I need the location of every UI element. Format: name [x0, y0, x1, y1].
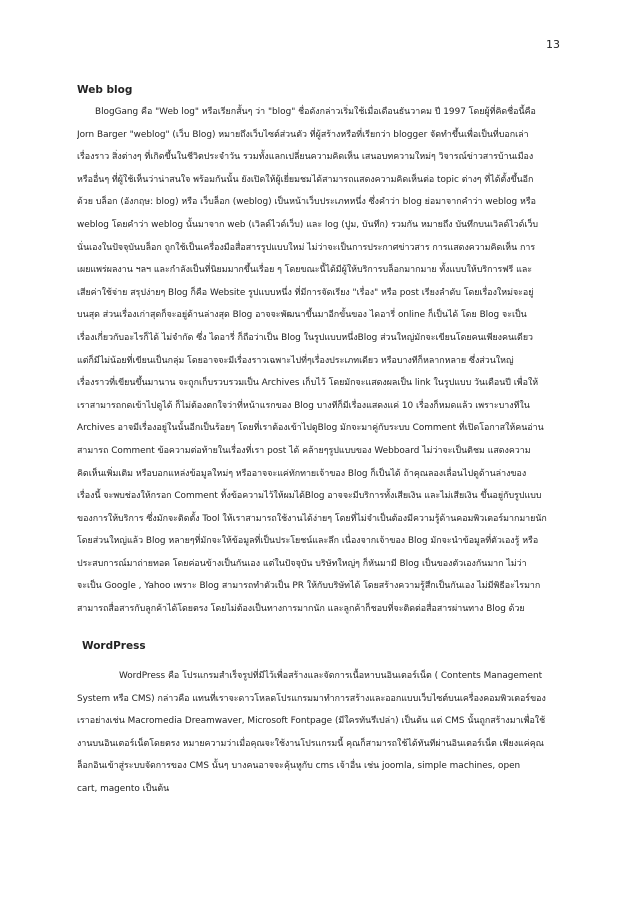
web-blog-line: เสียค่าใช้จ่าย สรุปง่ายๆ Blog ก็คือ Website รูปแบบหนึ่ง ที่มีการจัดเรียง "เรื่อง" หรือ post เรียงลำดับ โดยเรื่องใหม่จะอยู่	[77, 287, 534, 298]
wordpress-line: cart, magento เป็นต้น	[77, 783, 170, 794]
web-blog-line: ของการให้บริการ ซึ่งมักจะติดตั้ง Tool ให้เราสามารถใช้งานได้ง่ายๆ โดยที่ไม่จำเป็นต้องมีความรู้ด้านคอมพิวเตอร์มากมายนัก	[77, 513, 547, 524]
wordpress-line: System หรือ CMS) กล่าวคือ แทนที่เราจะดาวโหลดโปรแกรมมาทำการสร้างและออกแบบเว็บไซต์บนเครื่องคอมพิวเตอร์ของ	[77, 693, 546, 704]
web-blog-line: เรื่องเกี่ยวกับอะไรก็ได้ ไม่จำกัด ซึ่ง ไดอารี่ ก็ถือว่าเป็น Blog ในรูปแบบหนึ่งBlog ส่วนใหญ่มักจะเขียนโดยคนเพียงคนเดียว	[77, 332, 533, 343]
web-blog-line: นั่นเองในปัจจุบันบล็อก ถูกใช้เป็นเครื่องมือสื่อสารรูปแบบใหม่ ไม่ว่าจะเป็นการประกาศข่าวสาร การแสดงความคิดเห็น การ	[77, 242, 536, 253]
web-blog-line: เรื่องนี้ จะพบช่องให้กรอก Comment ทิ้งข้อความไว้ให้ผมได้Blog อาจจะมีบริการทั้งเสียเงิน และไม่เสียเงิน ขึ้นอยู่กับรูปแบบ	[77, 491, 542, 502]
section-heading-wordpress: WordPress	[82, 640, 146, 652]
web-blog-line: สามารถ Comment ข้อความต่อท้ายในเรื่องที่เรา post ได้ คล้ายๆรูปแบบของ Webboard ไม่ว่าจะเป็นติชม แสดงความ	[77, 445, 531, 456]
paragraph-wordpress	[77, 665, 561, 801]
web-blog-line: แต่ก็มีไม่น้อยที่เขียนเป็นกลุ่ม โดยอาจจะมีเรื่องราวเฉพาะไปที่ๆเรื่องประเภทเดียว หรือบางทีก็หลากหลาย ซึ่งส่วนใหญ่	[77, 355, 514, 366]
web-blog-line: เรื่องราวที่เขียนขึ้นมานาน จะถูกเก็บรวบรวมเป็น Archives เก็บไว้ โดยมักจะแสดงผลเป็น link ในรูปแบบ วันเดือนปี เพื่อให้	[77, 378, 539, 389]
paragraph-web-blog	[77, 101, 561, 621]
section-heading-web-blog: Web blog	[77, 84, 133, 96]
web-blog-line: Archives อาจมีเรื่องอยู่ในนั้นอีกเป็นร้อยๆ โดยที่เราต้องเข้าไปดูBlog มักจะมาคู่กับระบบ Comment ที่เปิดโอกาสให้คนอ่าน	[77, 423, 544, 434]
page-number: 13	[546, 38, 560, 51]
web-blog-line: เรื่องราว สิ่งต่างๆ ที่เกิดขึ้นในชีวิตประจำวัน รวมทั้งแลกเปลี่ยนความคิดเห็น เสนอบทความใหม่ๆ วิจารณ์ข่าวสารบ้านเมือง	[77, 152, 534, 163]
web-blog-line: เราสามารถกดเข้าไปดูได้ ก็ไม่ต้องตกใจว่าที่หน้าแรกของ Blog บางทีก็มีเรื่องแสดงแค่ 10 เรื่องก็หมดแล้ว เพราะบางทีใน	[77, 400, 530, 411]
web-blog-line: เผยแพร่ผลงาน ฯลฯ และกำลังเป็นที่นิยมมากขึ้นเรื่อย ๆ โดยขณะนี้ได้มีผู้ให้บริการบล็อกมากมาย ทั้งแบบให้บริการฟรี และ	[77, 265, 533, 276]
web-blog-line: BlogGang คือ "Web log" หรือเรียกสั้นๆ ว่า "blog" ชื่อดังกล่าวเริ่มใช้เมื่อเดือนธันวาคม ปี 1997 โดยผู้ที่คิดชื่อนี้คือ	[95, 107, 536, 117]
wordpress-line: ล็อกอินเข้าสู่ระบบจัดการของ CMS นั้นๆ บางคนอาจจะคุ้นหูกับ cms เจ้าอื่น เช่น joomla, simple machines, open	[77, 761, 521, 772]
wordpress-line: เราอย่างเช่น Macromedia Dreamwaver, Microsoft Fontpage (มีใครทันรึเปล่า) เป็นต้น แต่ CMS นั้นถูกสร้างมาเพื่อใช้	[77, 716, 546, 727]
web-blog-line: Jorn Barger "weblog" (เว็บ Blog) หมายถึงเว็บไซต์ส่วนตัว ที่ผู้สร้างหรือที่เรียกว่า blogger จัดทำขึ้นเพื่อเป็นที่บอกเล่า	[77, 129, 529, 140]
web-blog-line: ด้วย บล็อก (อังกฤษ: blog) หรือ เว็บล็อก (weblog) เป็นหน้าเว็บประเภทหนึ่ง ซึ่งคำว่า blog ย่อมาจากคำว่า weblog หรือ	[77, 197, 536, 208]
web-blog-line: บนสุด ส่วนเรื่องเก่าสุดก็จะอยู่ด้านล่างสุด Blog อาจจะพัฒนาขึ้นมาอีกขั้นของ ไดอารี่ online ก็เป็นได้ โดย Blog จะเป็น	[77, 310, 527, 321]
web-blog-line: โดยส่วนใหญ่แล้ว Blog หลายๆที่มักจะให้ข้อมูลที่เป็นประโยชน์และลึก เนื่องจากเจ้าของ Blog มักจะนำข้อมูลที่ตัวเองรู้ หรือ	[77, 536, 539, 547]
web-blog-line: หรืออื่นๆ ที่ผู้ใช้เห็นว่าน่าสนใจ พร้อมกันนั้น ยังเปิดให้ผู้เยี่ยมชมได้สามารถแสดงความคิดเห็นต่อ topic ต่างๆ ที่ได้ตั้งขึ้นอีก	[77, 174, 534, 185]
wordpress-line: งานบนอินเตอร์เน็ตโดยตรง หมายความว่าเมื่อคุณจะใช้งานโปรแกรมนี้ คุณก็สามารถใช้ได้ทันทีผ่านอินเตอร์เน็ต เพียงแค่คุณ	[77, 738, 544, 749]
wordpress-line: WordPress คือ โปรแกรมสำเร็จรูปที่มีไว้เพื่อสร้างและจัดการเนื้อหาบนอินเตอร์เน็ต ( Contents Management	[119, 671, 543, 681]
web-blog-line: weblog โดยคำว่า weblog นั้นมาจาก web (เวิลด์ไวด์เว็บ) และ log (ปูม, บันทึก) รวมกัน หมายถึง บันทึกบนเวิลด์ไวด์เว็บ	[77, 219, 539, 230]
web-blog-line: คิดเห็นเพิ่มเติม หรือบอกแหล่งข้อมูลใหม่ๆ หรืออาจจะแค่ทักทายเจ้าของ Blog ก็เป็นได้ ถ้าคุณลองเลื่อนไปดูด้านล่างของ	[77, 468, 527, 479]
web-blog-line: สามารถสื่อสารกับลูกค้าได้โดยตรง โดยไม่ต้องเป็นทางการมากนัก และลูกค้าก็ชอบที่จะติดต่อสื่อสารผ่านทาง Blog ด้วย	[77, 604, 525, 615]
web-blog-line: จะเป็น Google , Yahoo เพราะ Blog สามารถทำตัวเป็น PR ให้กับบริษัทได้ โดยสร้างความรู้สึกเป็นกันเอง ไม่มีพิธีอะไรมาก	[77, 581, 541, 592]
web-blog-line: ประสบการณ์มาถ่ายทอด โดยค่อนข้างเป็นกันเอง แต่ในปัจจุบัน บริษัทใหญ่ๆ ก็หันมามี Blog เป็นของตัวเองกันมาก ไม่ว่า	[77, 558, 527, 569]
